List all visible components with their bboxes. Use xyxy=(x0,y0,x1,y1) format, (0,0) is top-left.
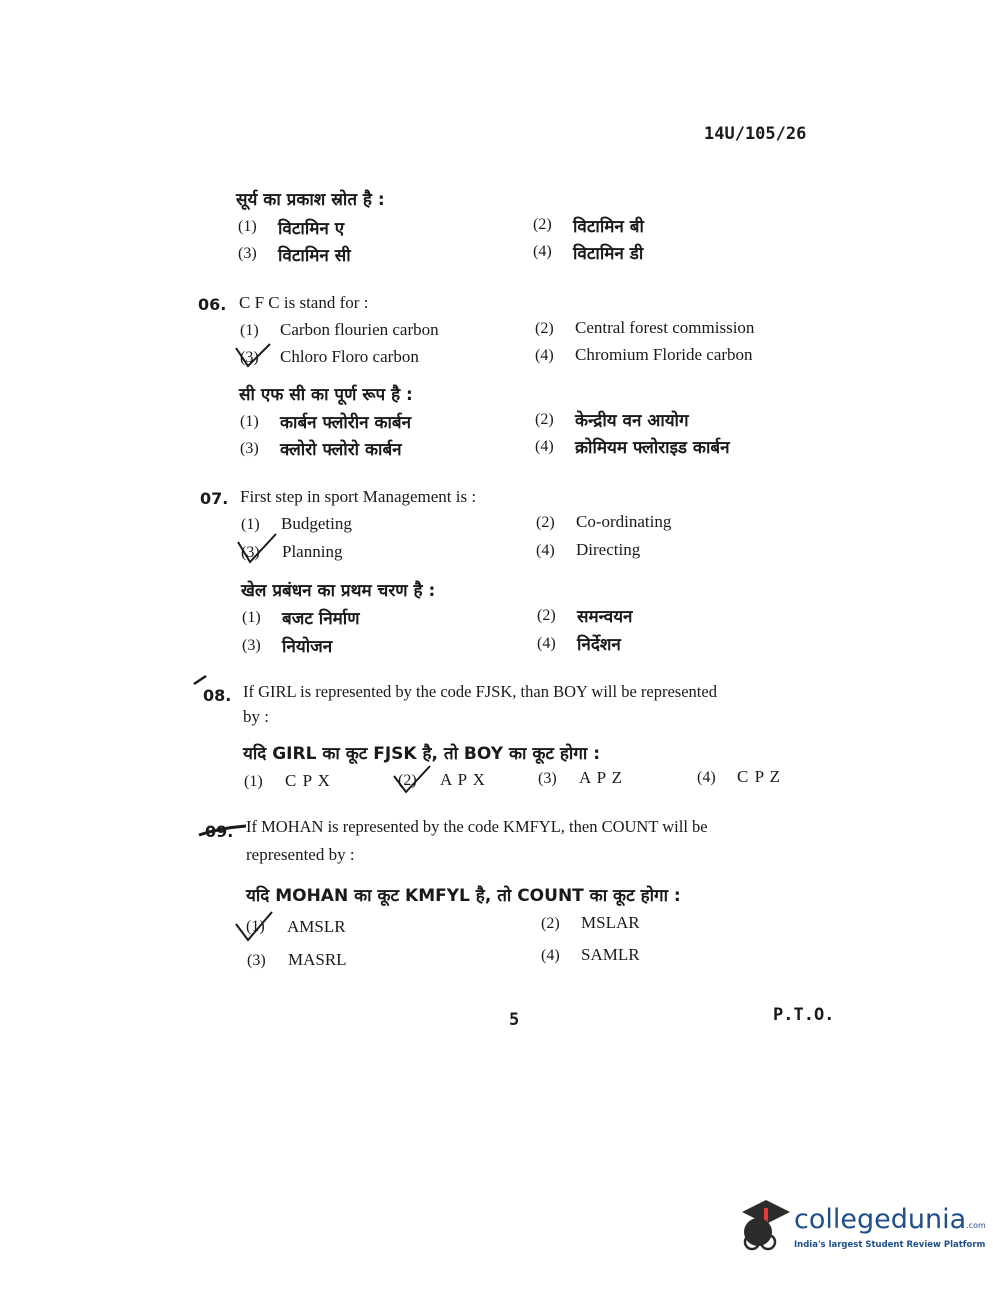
brand-suffix: .com xyxy=(966,1221,986,1230)
q07-question: First step in sport Management is : xyxy=(240,487,477,506)
q05-hi-opt2-num: (2) xyxy=(533,216,552,233)
q06-hi-opt1-text: कार्बन फ्लोरीन कार्बन xyxy=(280,413,412,433)
q05-hi-opt2-text: विटामिन बी xyxy=(573,217,644,237)
q08-hindi-question: यदि GIRL का कूट FJSK है, तो BOY का कूट होगा : xyxy=(243,744,601,764)
q05-hi-opt4-text: विटामिन डी xyxy=(573,244,644,264)
q06-opt3-text: Chloro Floro carbon xyxy=(280,347,419,366)
q09-opt3-num: (3) xyxy=(247,952,266,969)
q06-hi-opt2-text: केन्द्रीय वन आयोग xyxy=(575,411,689,431)
q05-hi-opt4-num: (4) xyxy=(533,243,552,260)
q08-opt3-text: A P Z xyxy=(579,768,624,787)
q08-opt1-text: C P X xyxy=(285,771,331,790)
q06-question: C F C is stand for : xyxy=(239,293,369,312)
q06-opt3-num: (3) xyxy=(240,349,259,366)
page-number: 5 xyxy=(509,1010,520,1030)
q09-opt4-text: SAMLR xyxy=(581,945,640,964)
q09-hindi-question: यदि MOHAN का कूट KMFYL है, तो COUNT का कूट होगा : xyxy=(246,886,681,906)
q06-opt4-num: (4) xyxy=(535,347,554,364)
q05-hi-opt3-text: विटामिन सी xyxy=(278,246,351,266)
q07-opt3-num: (3) xyxy=(241,544,260,561)
q08-question-line1: If GIRL is represented by the code FJSK, than BOY will be represented xyxy=(243,682,717,701)
q09-opt4-num: (4) xyxy=(541,947,560,964)
q05-hi-opt3-num: (3) xyxy=(238,245,257,262)
q07-opt3-text: Planning xyxy=(282,542,343,561)
q08-question-line2: by : xyxy=(243,707,269,726)
q06-hi-opt1-num: (1) xyxy=(240,413,259,430)
q07-hi-opt3-text: नियोजन xyxy=(282,637,333,657)
q07-opt1-text: Budgeting xyxy=(281,514,352,533)
mascot-icon xyxy=(736,1198,792,1258)
q07-hindi-question: खेल प्रबंधन का प्रथम चरण है : xyxy=(241,581,436,601)
q07-hi-opt1-num: (1) xyxy=(242,609,261,626)
q07-opt2-text: Co-ordinating xyxy=(576,512,672,531)
brand-name: collegedunia xyxy=(794,1204,967,1235)
q07-opt2-num: (2) xyxy=(536,514,555,531)
q07-number: 07. xyxy=(200,489,229,508)
q05-hi-opt1-num: (1) xyxy=(238,218,257,235)
q06-opt1-text: Carbon flourien carbon xyxy=(280,320,439,339)
q09-question-line2: represented by : xyxy=(246,845,355,864)
q09-opt2-text: MSLAR xyxy=(581,913,640,932)
q08-opt4-text: C P Z xyxy=(737,767,782,786)
q07-opt1-num: (1) xyxy=(241,516,260,533)
q06-opt4-text: Chromium Floride carbon xyxy=(575,345,753,364)
brand-tagline: India's largest Student Review Platform xyxy=(794,1240,986,1250)
q09-opt1-num: (1) xyxy=(246,918,265,935)
q06-hindi-question: सी एफ सी का पूर्ण रूप है : xyxy=(239,385,413,405)
q07-hi-opt4-text: निर्देशन xyxy=(577,635,621,655)
q07-hi-opt1-text: बजट निर्माण xyxy=(282,609,360,629)
q09-number: 09. xyxy=(205,822,234,841)
q05-hindi-question: सूर्य का प्रकाश स्रोत है : xyxy=(236,190,385,210)
q07-opt4-text: Directing xyxy=(576,540,641,559)
q07-opt4-num: (4) xyxy=(536,542,555,559)
q08-opt3-num: (3) xyxy=(538,770,557,787)
q05-hi-opt1-text: विटामिन ए xyxy=(278,219,345,239)
q06-opt2-num: (2) xyxy=(535,320,554,337)
q08-number: 08. xyxy=(203,686,232,705)
q07-hi-opt2-text: समन्वयन xyxy=(577,607,633,627)
q06-opt2-text: Central forest commission xyxy=(575,318,755,337)
q08-opt2-text: A P X xyxy=(440,770,486,789)
q09-question-line1: If MOHAN is represented by the code KMFYL, then COUNT will be xyxy=(246,817,708,836)
q08-opt4-num: (4) xyxy=(697,769,716,786)
q06-number: 06. xyxy=(198,295,227,314)
q08-opt2-num: (2) xyxy=(398,772,417,789)
q08-opt1-num: (1) xyxy=(244,773,263,790)
q09-opt1-text: AMSLR xyxy=(287,917,346,936)
paper-code: 14U/105/26 xyxy=(704,124,807,144)
pto-label: P.T.O. xyxy=(773,1005,835,1025)
q06-hi-opt3-num: (3) xyxy=(240,440,259,457)
q07-hi-opt3-num: (3) xyxy=(242,637,261,654)
q07-hi-opt2-num: (2) xyxy=(537,607,556,624)
collegedunia-watermark xyxy=(736,1196,986,1262)
q09-opt2-num: (2) xyxy=(541,915,560,932)
q06-hi-opt4-text: क्रोमियम फ्लोराइड कार्बन xyxy=(575,438,730,458)
q06-hi-opt3-text: क्लोरो फ्लोरो कार्बन xyxy=(280,440,402,460)
q06-hi-opt4-num: (4) xyxy=(535,438,554,455)
q09-opt3-text: MASRL xyxy=(288,950,347,969)
q06-hi-opt2-num: (2) xyxy=(535,411,554,428)
q07-hi-opt4-num: (4) xyxy=(537,635,556,652)
q06-opt1-num: (1) xyxy=(240,322,259,339)
